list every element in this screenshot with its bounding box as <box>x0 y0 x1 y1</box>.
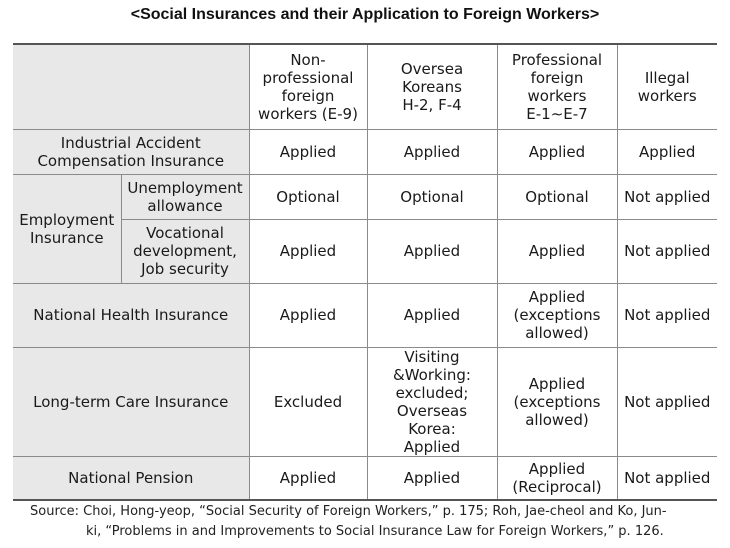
table-row <box>13 174 717 219</box>
table-row <box>13 283 717 347</box>
table-row <box>13 347 717 456</box>
cell-unemployment-illegal: Not applied <box>617 174 717 219</box>
cell-vocational-e9: Applied <box>249 219 367 283</box>
header-illegal: Illegal workers <box>617 44 717 129</box>
cell-pension-oversea: Applied <box>367 456 497 500</box>
cell-vocational-illegal: Not applied <box>617 219 717 283</box>
cell-unemployment-professional: Optional <box>497 174 617 219</box>
row-group-employment: Employment Insurance <box>13 174 121 283</box>
table-title: <Social Insurances and their Application to Foreign Workers> <box>130 6 600 23</box>
cell-health-oversea: Applied <box>367 283 497 347</box>
row-label-vocational: Vocational development, Job security <box>121 219 249 283</box>
cell-longterm-oversea: Visiting &Working: excluded; Overseas Korea: Applied <box>367 347 497 456</box>
header-professional: Professional foreign workers E-1∼E-7 <box>497 44 617 129</box>
header-non-professional: Non- professional foreign workers (E-9) <box>249 44 367 129</box>
cell-health-illegal: Not applied <box>617 283 717 347</box>
cell-pension-e9: Applied <box>249 456 367 500</box>
cell-vocational-professional: Applied <box>497 219 617 283</box>
cell-longterm-professional: Applied (exceptions allowed) <box>497 347 617 456</box>
row-label-industrial: Industrial Accident Compensation Insurance <box>13 129 249 174</box>
header-row <box>13 44 717 129</box>
cell-health-professional: Applied (exceptions allowed) <box>497 283 617 347</box>
cell-vocational-oversea: Applied <box>367 219 497 283</box>
source-line-1: Source: Choi, Hong-yeop, “Social Security of Foreign Workers,” p. 175; Roh, Jae-cheol and Ko, Jun- <box>30 504 667 519</box>
header-corner-cell <box>13 44 249 129</box>
cell-industrial-professional: Applied <box>497 129 617 174</box>
table-row <box>13 456 717 500</box>
row-label-pension: National Pension <box>13 456 249 500</box>
row-label-unemployment: Unemployment allowance <box>121 174 249 219</box>
cell-industrial-oversea: Applied <box>367 129 497 174</box>
social-insurance-table <box>13 43 717 501</box>
source-note <box>30 502 720 542</box>
row-label-health: National Health Insurance <box>13 283 249 347</box>
cell-pension-illegal: Not applied <box>617 456 717 500</box>
cell-unemployment-oversea: Optional <box>367 174 497 219</box>
cell-unemployment-e9: Optional <box>249 174 367 219</box>
cell-longterm-e9: Excluded <box>249 347 367 456</box>
cell-industrial-illegal: Applied <box>617 129 717 174</box>
row-label-longterm: Long-term Care Insurance <box>13 347 249 456</box>
table-row <box>13 129 717 174</box>
header-oversea-koreans: Oversea Koreans H-2, F-4 <box>367 44 497 129</box>
cell-longterm-illegal: Not applied <box>617 347 717 456</box>
cell-industrial-e9: Applied <box>249 129 367 174</box>
cell-pension-professional: Applied (Reciprocal) <box>497 456 617 500</box>
source-line-2: ki, “Problems in and Improvements to Social Insurance Law for Foreign Workers,” p. 126. <box>86 524 664 539</box>
cell-health-e9: Applied <box>249 283 367 347</box>
